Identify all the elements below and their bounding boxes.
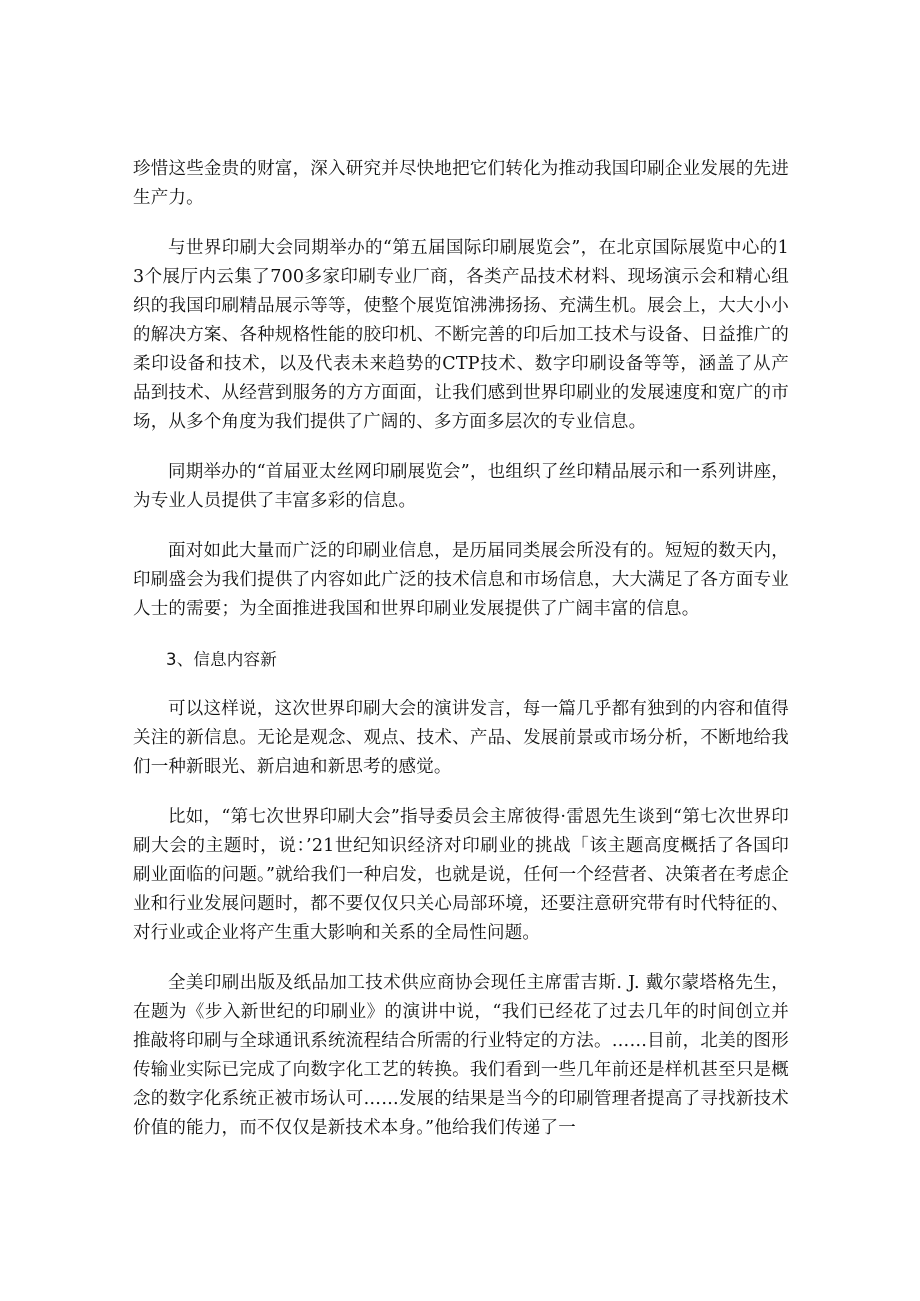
document-body — [133, 155, 789, 1143]
paragraph-exhibition: 与世界印刷大会同期举办的“第五届国际印刷展览会”，在北京国际展览中心的13个展厅内云集了700多家印刷专业厂商，各类产品技术材料、现场演示会和精心组织的我国印刷精品展示等等，使整个展览馆沸沸扬扬、充满生机。展会上，大大小小的解决方案、各种规格性能的胶印机、不断完善的印后加工技术与设备、日益推广的柔印设备和技术，以及代表未来趋势的CTP技术、数字印刷设备等等，涵盖了从产品到技术、从经营到服务的方方面面，让我们感到世界印刷业的发展速度和宽广的市场，从多个角度为我们提供了广阔的、多方面多层次的专业信息。 — [133, 238, 789, 432]
paragraph-information-volume: 面对如此大量而广泛的印刷业信息，是历届同类展会所没有的。短短的数天内，印刷盛会为我们提供了内容如此广泛的技术信息和市场信息，大大满足了各方面专业人士的需要；为全面推进我国和世界印刷业发展提供了广阔丰富的信息。 — [133, 541, 789, 619]
section-heading: 3、信息内容新 — [166, 650, 277, 669]
paragraph-example-speech: 全美印刷出版及纸品加工技术供应商协会现任主席雷吉斯. J. 戴尔蒙塔格先生，在题为《步入新世纪的印刷业》的演讲中说，“我们已经花了过去几年的时间创立并推敲将印刷与全球通讯系统流程结合所需的行业特定的方法。……目前，北美的图形传输业实际已完成了向数字化工艺的转换。我们看到一些几年前还是样机甚至只是概念的数字化系统正被市场认可……发展的结果是当今的印刷管理者提高了寻找新技术价值的能力，而不仅仅是新技术本身。”他给我们传递了一 — [133, 973, 789, 1138]
paragraph-new-content: 可以这样说，这次世界印刷大会的演讲发言，每一篇几乎都有独到的内容和值得关注的新信息。无论是观念、观点、技术、产品、发展前景或市场分析，不断地给我们一种新眼光、新启迪和新思考的感觉。 — [133, 699, 789, 777]
paragraph-continued: 珍惜这些金贵的财富，深入研究并尽快地把它们转化为推动我国印刷企业发展的先进生产力。 — [133, 159, 789, 208]
paragraph-example-theme: 比如，“第七次世界印刷大会”指导委员会主席彼得·雷恩先生谈到“第七次世界印刷大会的主题时，说：’21世纪知识经济对印刷业的挑战「该主题高度概括了各国印刷业面临的问题。”就给我们一种启发，也就是说，任何一个经营者、决策者在考虑企业和行业发展问题时，都不要仅仅只关心局部环境，还要注意研究带有时代特征的、对行业或企业将产生重大影响和关系的全局性问题。 — [133, 807, 789, 943]
paragraph-screen-printing: 同期举办的“首届亚太丝网印刷展览会”，也组织了丝印精品展示和一系列讲座，为专业人员提供了丰富多彩的信息。 — [133, 462, 789, 511]
